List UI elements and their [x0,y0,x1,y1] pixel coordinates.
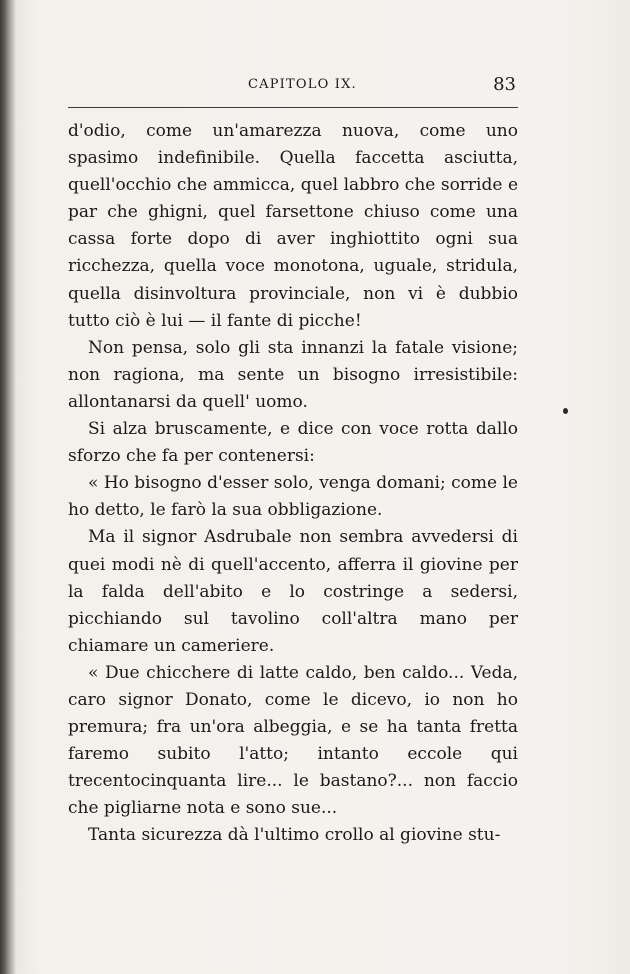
binding-edge [0,0,16,974]
paragraph: Si alza bruscamente, e dice con voce rotta dallo sforzo che fa per contenersi: [68,419,518,467]
paragraph: Non pensa, solo gli sta innanzi la fatale visione; non ragiona, ma sente un bisogno irresistibile: allontanarsi da quell' uomo. [68,337,518,412]
page-number: 83 [493,74,516,95]
paragraph: Tanta sicurezza dà l'ultimo crollo al giovine stu- [88,825,501,846]
paragraph: d'odio, come un'amarezza nuova, come uno spasimo indefinibile. Quella faccetta asciutta, quell'occhio che ammicca, quel labbro che sorride e par che ghigni, quel farsettone chiuso come una cassa forte dopo di aver inghiottito ogni sua ricchezza, quella voce monotona, uguale, stridula, quella disinvoltura provinciale, non vi è dubbio tutto ciò è lui — il fante di picche! [68,121,518,331]
header-rule [68,107,518,108]
running-title: CAPITOLO IX. [248,77,357,92]
body-text [68,118,518,850]
paragraph: Ma il signor Asdrubale non sembra avvedersi di quei modi nè di quell'accento, afferra il giovine per la falda dell'abito e lo costringe a sedersi, picchiando sul tavolino coll'altra mano per chiamare un cameriere. [68,527,518,656]
running-header [68,74,518,96]
paragraph: « Ho bisogno d'esser solo, venga domani; come le ho detto, le farò la sua obbligazione. [68,473,518,521]
ink-speck [563,408,568,414]
paragraph: « Due chicchere di latte caldo, ben caldo... Veda, caro signor Donato, come le dicevo, io non ho premura; fra un'ora albeggia, e se ha tanta fretta faremo subito l'atto; intanto eccole qui trecentocinquanta lire... le bastano?... non faccio che pigliarne nota e sono sue... [68,662,518,819]
